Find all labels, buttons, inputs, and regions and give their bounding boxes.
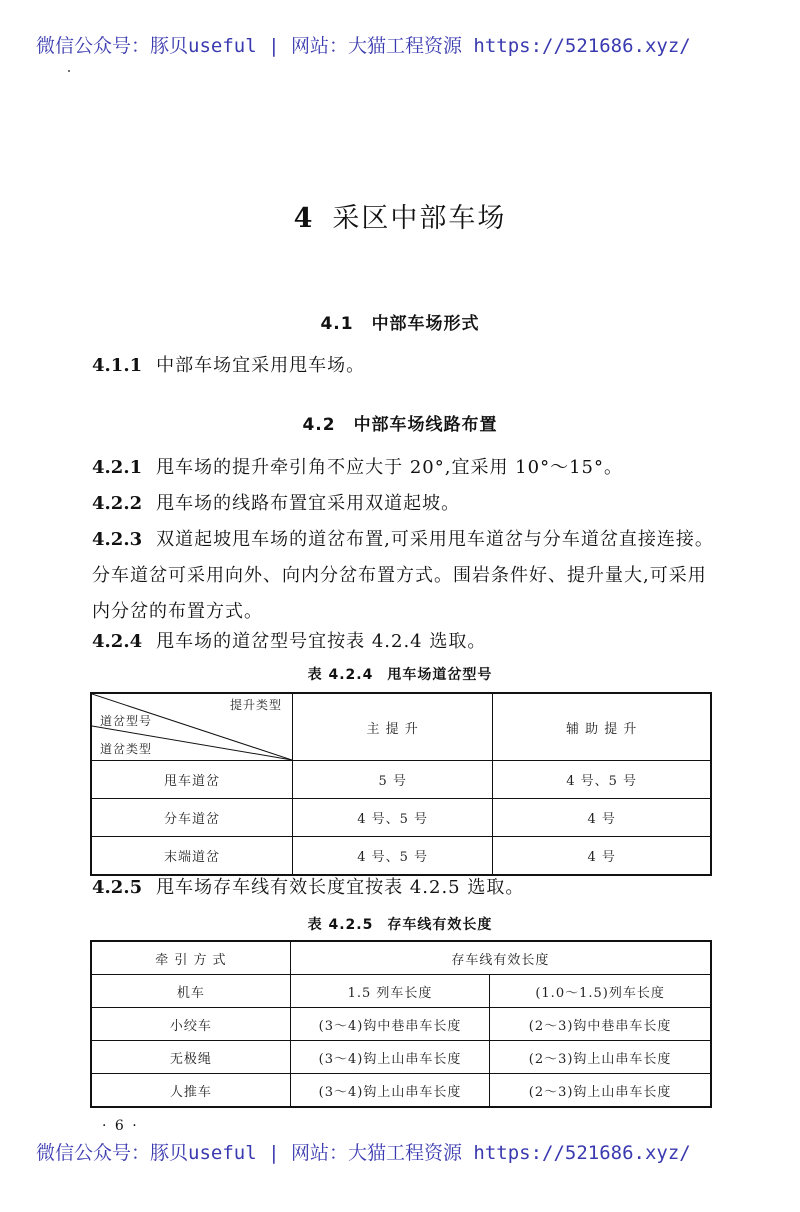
clause-text: 中部车场宜采用甩车场。 [156,355,366,376]
column-header-traction-method: 牵 引 方 式 [91,941,290,975]
row-traction-method: 机车 [91,975,290,1008]
clause-number: 4.2.5 [92,877,143,898]
cell-main-lift: 5 号 [293,761,493,799]
table-caption-4-2-5 [0,914,800,934]
cell-length-a: (3～4)钩上山串车长度 [290,1041,489,1074]
row-turnout-type: 末端道岔 [91,837,293,876]
clause-text: 甩车场存车线有效长度宜按表 4.2.5 选取。 [156,877,525,898]
cell-aux-lift: 4 号、5 号 [493,761,711,799]
table-row [91,761,711,799]
table-caption-title: 甩车场道岔型号 [387,667,493,683]
clause-4-2-4 [92,624,732,660]
table-row [91,1008,711,1041]
watermark-bottom: 微信公众号：豚贝useful | 网站：大猫工程资源 https://521686.xyz/ [36,1142,691,1164]
table-row [91,1074,711,1108]
cell-length-a: (3～4)钩中巷串车长度 [290,1008,489,1041]
clause-4-2-2 [92,486,732,522]
clause-4-2-5 [92,870,732,906]
clause-number: 4.2.3 [92,529,143,550]
row-traction-method: 无极绳 [91,1041,290,1074]
section-heading-4-1 [0,309,800,334]
cell-aux-lift: 4 号 [493,837,711,876]
cell-main-lift: 4 号、5 号 [293,837,493,876]
cell-length-b: (2～3)钩中巷串车长度 [490,1008,711,1041]
watermark-top: 微信公众号：豚贝useful | 网站：大猫工程资源 https://521686.xyz/ [36,35,691,57]
table-header-row [91,693,711,761]
cell-length-a: (3～4)钩上山串车长度 [290,1074,489,1108]
section-heading-4-2 [0,410,800,435]
table-caption-4-2-4 [0,664,800,684]
corner-label-lift-type: 提升类型 [229,698,282,712]
section-title: 中部车场形式 [371,314,480,334]
table-caption-title: 存车线有效长度 [387,917,493,933]
clause-number: 4.2.2 [92,493,143,514]
cell-aux-lift: 4 号 [493,799,711,837]
clause-number: 4.2.4 [92,631,143,652]
table-4-2-5 [90,940,712,1108]
table-4-2-4 [90,692,712,876]
corner-label-turnout-type: 道岔类型 [100,742,153,756]
chapter-number: 4 [293,203,315,234]
clause-text: 甩车场的道岔型号宜按表 4.2.4 选取。 [156,631,487,652]
row-turnout-type: 分车道岔 [91,799,293,837]
table-row [91,1041,711,1074]
clause-text: 双道起坡甩车场的道岔布置,可采用甩车道岔与分车道岔直接连接。分车道岔可采用向外、向内分岔布置方式。围岩条件好、提升量大,可采用内分岔的布置方式。 [92,529,714,622]
row-traction-method: 人推车 [91,1074,290,1108]
scan-speck [68,70,70,72]
row-traction-method: 小绞车 [91,1008,290,1041]
clause-4-1-1 [92,348,732,384]
page-number: · 6 · [102,1118,139,1134]
cell-length-b: (2～3)钩上山串车长度 [490,1041,711,1074]
column-header-main-lift: 主 提 升 [293,693,493,761]
cell-length-b: (2～3)钩上山串车长度 [490,1074,711,1108]
cell-main-lift: 4 号、5 号 [293,799,493,837]
chapter-title: 采区中部车场 [332,203,507,234]
column-header-aux-lift: 辅 助 提 升 [493,693,711,761]
cell-length-b: (1.0～1.5)列车长度 [490,975,711,1008]
clause-4-2-3 [92,522,717,630]
table-header-row [91,941,711,975]
section-number: 4.1 [320,314,354,334]
cell-length-a: 1.5 列车长度 [290,975,489,1008]
table-caption-number: 表 4.2.4 [307,667,374,683]
chapter-heading [0,196,800,235]
column-header-effective-length: 存车线有效长度 [290,941,711,975]
corner-label-turnout-model: 道岔型号 [100,714,153,728]
clause-text: 甩车场的提升牵引角不应大于 20°,宜采用 10°～15°。 [156,457,623,478]
clause-number: 4.2.1 [92,457,143,478]
section-title: 中部车场线路布置 [353,415,498,435]
table-row [91,975,711,1008]
clause-number: 4.1.1 [92,355,143,376]
section-number: 4.2 [302,415,336,435]
table-row [91,799,711,837]
clause-text: 甩车场的线路布置宜采用双道起坡。 [156,493,461,514]
row-turnout-type: 甩车道岔 [91,761,293,799]
clause-4-2-1 [92,450,732,486]
table-caption-number: 表 4.2.5 [307,917,374,933]
corner-diagonal-cell [91,693,293,761]
